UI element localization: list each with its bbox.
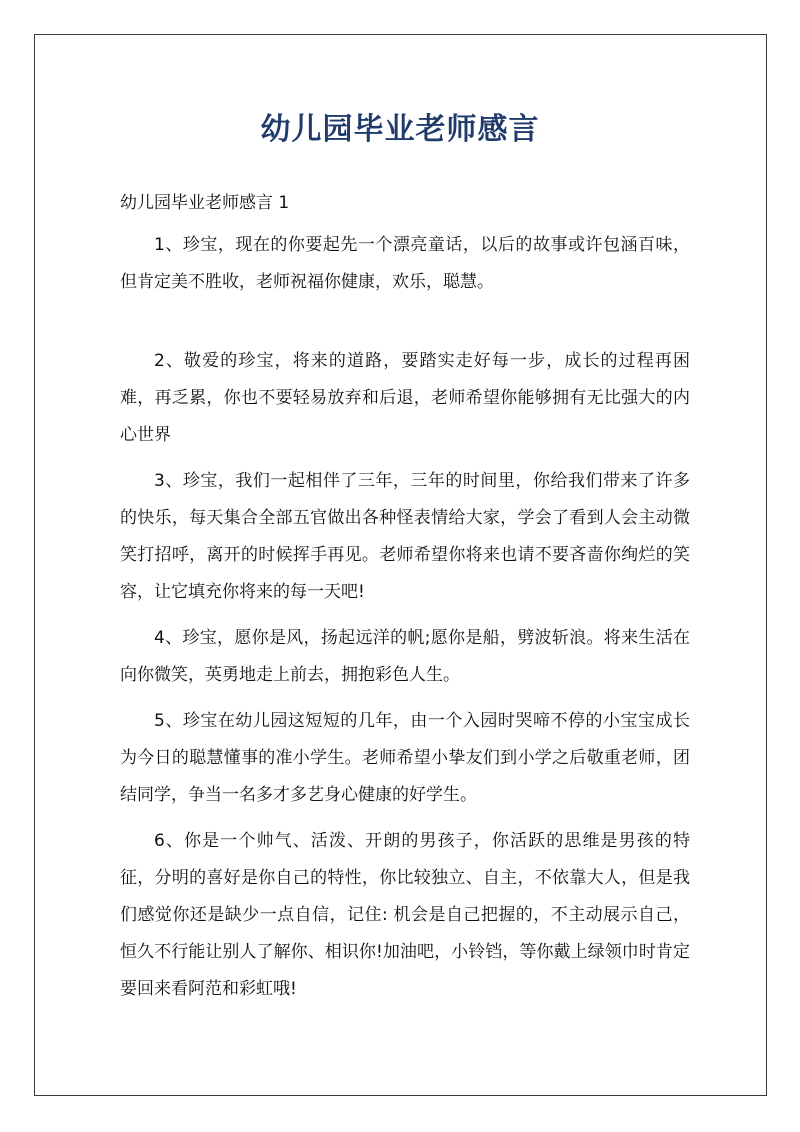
- paragraph-6: 6、你是一个帅气、活泼、开朗的男孩子，你活跃的思维是男孩的特征，分明的喜好是你自己的特性，你比较独立、自主，不依靠大人，但是我们感觉你还是缺少一点自信，记住: 机会是自己把握的，不主动展示自己，恒久不行能让别人了解你、相识你!加油吧，小铃铛，等你戴上绿领巾时肯定要回来看阿范和彩虹哦!: [120, 831, 690, 999]
- document-title: 幼儿园毕业老师感言: [260, 112, 540, 147]
- paragraph-3: 3、珍宝，我们一起相伴了三年，三年的时间里，你给我们带来了许多的快乐，每天集合全部五官做出各种怪表情给大家，学会了看到人会主动微笑打招呼，离开的时候挥手再见。老师希望你将来也请不要吝啬你绚烂的笑容，让它填充你将来的每一天吧!: [120, 471, 690, 602]
- paragraph-1: 1、珍宝，现在的你要起先一个漂亮童话，以后的故事或许包涵百味，但肯定美不胜收，老师祝福你健康，欢乐，聪慧。: [120, 235, 690, 292]
- paragraph-5: 5、珍宝在幼儿园这短短的几年，由一个入园时哭啼不停的小宝宝成长为今日的聪慧懂事的准小学生。老师希望小挚友们到小学之后敬重老师，团结同学，争当一名多才多艺身心健康的好学生。: [120, 711, 690, 805]
- document-body: [120, 185, 690, 1017]
- section-heading: 幼儿园毕业老师感言 1: [120, 193, 290, 213]
- paragraph-4: 4、珍宝，愿你是风，扬起远洋的帆;愿你是船，劈波斩浪。将来生活在向你微笑，英勇地走上前去，拥抱彩色人生。: [120, 628, 690, 685]
- paragraph-2: 2、敬爱的珍宝，将来的道路，要踏实走好每一步，成长的过程再困难，再乏累，你也不要轻易放弃和后退，老师希望你能够拥有无比强大的内心世界: [120, 351, 690, 445]
